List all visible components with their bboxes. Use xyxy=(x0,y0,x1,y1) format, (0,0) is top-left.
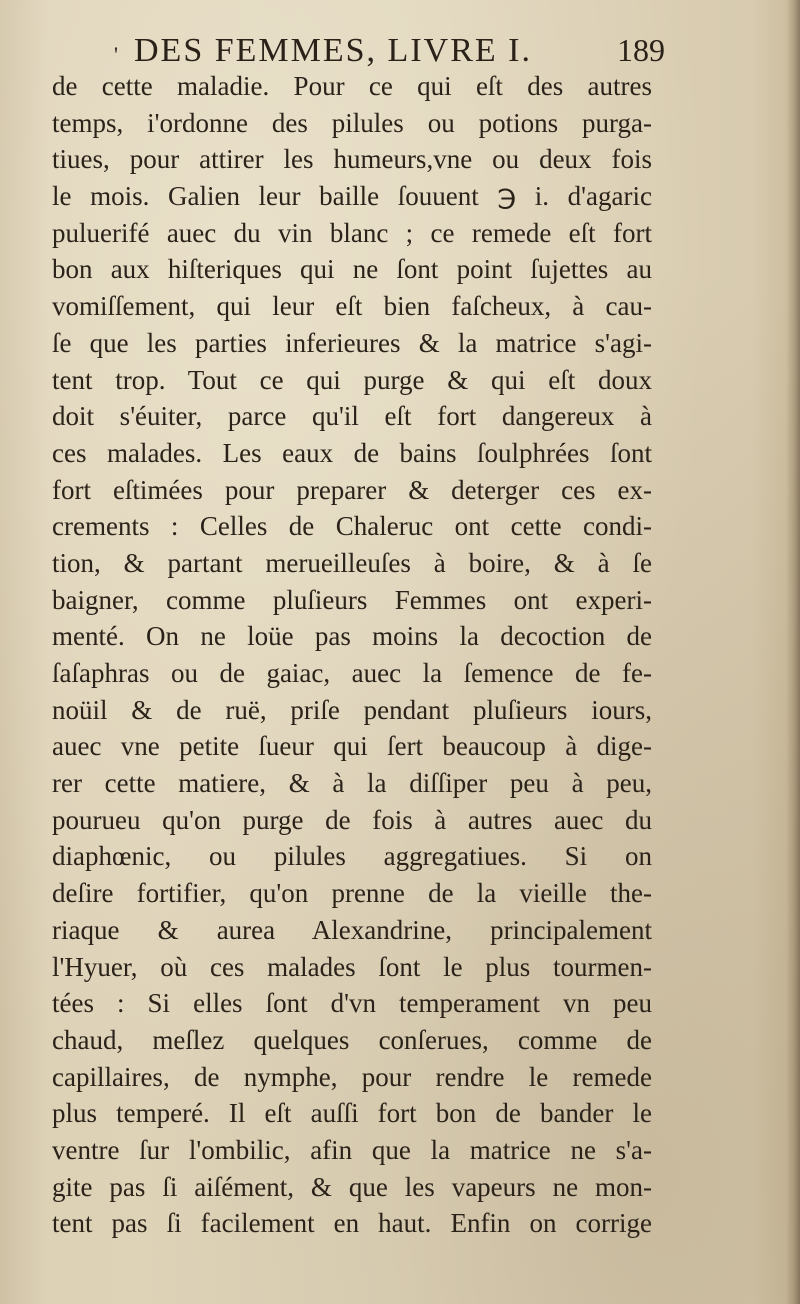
page-number: 189 xyxy=(617,32,665,68)
text-line: pourueu qu'on purge de fois à autres auec du xyxy=(52,804,652,835)
text-line: tent pas ſi facilement en haut. Enfin on corrige xyxy=(52,1208,652,1239)
text-line: doit s'éuiter, parce qu'il eſt fort dangereux à xyxy=(52,401,652,432)
text-line: baigner, comme pluſieurs Femmes ont experi- xyxy=(52,584,652,615)
text-line: riaque & aurea Alexandrine, principalement xyxy=(52,914,652,945)
text-line: tiues, pour attirer les humeurs,vne ou deux fois xyxy=(52,144,652,175)
text-line: capillaires, de nymphe, pour rendre le remede xyxy=(52,1061,652,1092)
text-line: rer cette matiere, & à la diſſiper peu à peu, xyxy=(52,768,652,799)
text-line: menté. On ne loüe pas moins la decoction de xyxy=(52,621,652,652)
text-line: deſire fortifier, qu'on prenne de la vieille the- xyxy=(52,878,652,909)
body-text xyxy=(52,68,652,1242)
text-line: tion, & partant merueilleuſes à boire, & à ſe xyxy=(52,547,652,578)
text-line: crements : Celles de Chaleruc ont cette condi- xyxy=(52,511,652,542)
header-mark: ' xyxy=(114,42,118,67)
page-edge-shadow xyxy=(786,0,800,1304)
text-line: puluerifé auec du vin blanc ; ce remede eſt fort xyxy=(52,217,652,248)
text-line: noüil & de ruë, priſe pendant pluſieurs iours, xyxy=(52,694,652,725)
text-line: tées : Si elles ſont d'vn temperament vn peu xyxy=(52,988,652,1019)
text-line: chaud, meſlez quelques conſerues, comme de xyxy=(52,1024,652,1055)
text-line: auec vne petite ſueur qui ſert beaucoup à dige- xyxy=(52,731,652,762)
text-line: le mois. Galien leur baille ſouuent ℈ i. d'agaric xyxy=(52,181,652,212)
text-line: tent trop. Tout ce qui purge & qui eſt doux xyxy=(52,364,652,395)
text-line: ventre ſur l'ombilic, afin que la matrice ne s'a- xyxy=(52,1134,652,1165)
running-head: DES FEMMES, LIVRE I. xyxy=(134,32,532,69)
text-line: de cette maladie. Pour ce qui eſt des autres xyxy=(52,71,652,101)
text-line: vomiſſement, qui leur eſt bien faſcheux, à cau- xyxy=(52,291,652,322)
text-line: bon aux hiſteriques qui ne ſont point ſujettes au xyxy=(52,254,652,285)
text-line: plus temperé. Il eſt auſſi fort bon de bander le xyxy=(52,1098,652,1129)
text-line: diaphœnic, ou pilules aggregatiues. Si on xyxy=(52,841,652,872)
text-line: fort eſtimées pour preparer & deterger ces ex- xyxy=(52,474,652,505)
text-line: ces malades. Les eaux de bains ſoulphrées ſont xyxy=(52,437,652,468)
text-line: ſaſaphras ou de gaiac, auec la ſemence de fe- xyxy=(52,658,652,688)
text-line: l'Hyuer, où ces malades ſont le plus tourmen- xyxy=(52,951,652,982)
text-line: ſe que les parties inferieures & la matrice s'agi- xyxy=(52,327,652,358)
text-line: temps, i'ordonne des pilules ou potions purga- xyxy=(52,107,652,138)
text-line: gite pas ſi aiſément, & que les vapeurs ne mon- xyxy=(52,1171,652,1202)
